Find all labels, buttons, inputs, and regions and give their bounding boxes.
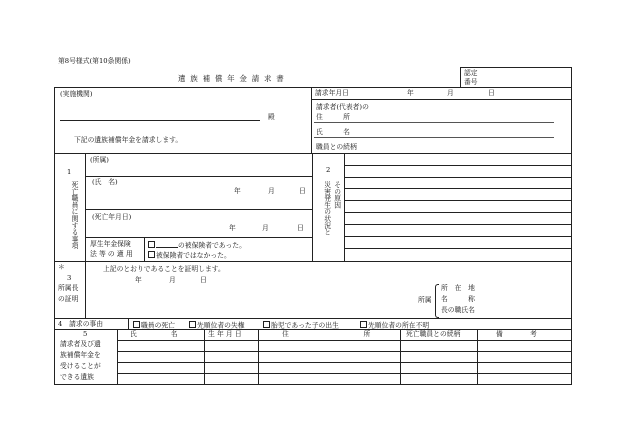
column-header-relation: 死亡職員との続柄 bbox=[406, 330, 461, 338]
nintei-label: 認定 bbox=[464, 69, 478, 77]
certify-org-name-label: 名 称 bbox=[441, 295, 475, 303]
claimant-address-field[interactable] bbox=[360, 110, 555, 122]
form-code: 第8号様式(第10条関係) bbox=[58, 57, 131, 65]
death-day-label: 日 bbox=[297, 224, 304, 232]
insurance-label-1: 厚生年金保険 bbox=[90, 240, 131, 248]
insurance-option-not-insured[interactable] bbox=[148, 251, 231, 259]
table-row[interactable] bbox=[118, 374, 570, 383]
affiliation-label: (所属) bbox=[90, 156, 109, 164]
dono-label: 殿 bbox=[268, 113, 275, 121]
death-year-label: 年 bbox=[229, 224, 236, 232]
column-header-birthdate: 生 年 月 日 bbox=[208, 330, 242, 338]
section3-label-2: の証明 bbox=[58, 295, 79, 303]
claimant-label: 請求者(代表者)の bbox=[316, 103, 369, 111]
certify-affil-label: 所属 bbox=[418, 296, 432, 304]
section1-number: 1 bbox=[67, 168, 72, 176]
nintei-number-label: 番号 bbox=[464, 78, 478, 86]
checkbox-icon[interactable] bbox=[148, 241, 155, 248]
birth-month-label: 月 bbox=[268, 187, 275, 195]
section3-label-1: 所属長 bbox=[58, 284, 79, 292]
section5-label-line-1: 請求者及び遺 bbox=[60, 340, 101, 348]
section2-label-col-2: 災害発生の状況と bbox=[322, 181, 331, 236]
insurance-option-insured[interactable] bbox=[148, 241, 246, 249]
section5-label-line-4: できる遺族 bbox=[60, 373, 94, 381]
certify-year-label: 年 bbox=[135, 276, 142, 284]
brace-icon bbox=[435, 284, 439, 318]
agency-name-field[interactable] bbox=[60, 108, 260, 120]
insurance-option-insured-label: の被保険者であった。 bbox=[178, 241, 246, 250]
insurance-label-2: 法 等 の 適 用 bbox=[90, 250, 133, 258]
certify-text: 上記のとおりであることを証明します。 bbox=[103, 265, 225, 273]
section5-label-line-3: 受けることが bbox=[60, 362, 101, 370]
request-date-day: 日 bbox=[488, 89, 495, 97]
reason-option-prior-missing-label: 先順位者の所在不明 bbox=[368, 321, 430, 330]
birth-day-label: 日 bbox=[299, 187, 306, 195]
checkbox-icon[interactable] bbox=[189, 321, 196, 328]
table-row[interactable] bbox=[118, 341, 570, 351]
certify-day-label: 日 bbox=[200, 276, 207, 284]
form-title: 遺 族 補 償 年 金 請 求 書 bbox=[178, 74, 285, 83]
section5-label-line-2: 族補償年金を bbox=[60, 351, 101, 359]
reason-option-death-label: 職員の死亡 bbox=[141, 321, 175, 330]
insurance-option-not-insured-label: 被保険者ではなかった。 bbox=[156, 251, 231, 260]
section2-number: 2 bbox=[326, 166, 331, 174]
nintei-number-field[interactable] bbox=[492, 68, 570, 86]
death-date-field[interactable] bbox=[120, 212, 310, 236]
deceased-name-field[interactable] bbox=[120, 178, 310, 208]
certify-location-label: 所 在 地 bbox=[441, 284, 475, 292]
reason-option-fetus-birth-label: 胎児であった子の出生 bbox=[271, 321, 339, 330]
deceased-name-label: (氏 名) bbox=[92, 178, 118, 186]
deceased-affiliation-field[interactable] bbox=[120, 155, 310, 175]
section3-star: ＊ bbox=[58, 263, 65, 271]
request-date-month: 月 bbox=[447, 89, 454, 97]
relation-label: 職員との続柄 bbox=[316, 143, 357, 151]
birth-year-label: 年 bbox=[234, 187, 241, 195]
checkbox-icon[interactable] bbox=[148, 251, 155, 258]
table-row[interactable] bbox=[118, 352, 570, 362]
claimant-name-field[interactable] bbox=[360, 125, 555, 137]
request-date-field[interactable] bbox=[360, 88, 570, 98]
certify-month-label: 月 bbox=[169, 276, 176, 284]
checkbox-icon[interactable] bbox=[133, 321, 140, 328]
section4-label: 4 請求の事由 bbox=[58, 320, 104, 328]
name-label: 氏 名 bbox=[316, 128, 350, 136]
request-text: 下記の遺族補償年金を請求します。 bbox=[74, 136, 183, 144]
agency-label: (実施機関) bbox=[60, 90, 93, 98]
table-row[interactable] bbox=[118, 363, 570, 373]
request-date-label: 請求年月日 bbox=[315, 89, 349, 97]
section3-number: 3 bbox=[67, 274, 72, 282]
checkbox-icon[interactable] bbox=[263, 321, 270, 328]
claimant-relation-field[interactable] bbox=[366, 141, 561, 152]
reason-option-prior-loss-label: 先順位者の失権 bbox=[197, 321, 245, 330]
death-date-label: (死亡年月日) bbox=[92, 213, 132, 221]
accident-circumstances-field[interactable] bbox=[345, 154, 570, 260]
checkbox-icon[interactable] bbox=[360, 321, 367, 328]
section2-label-col-1: その原因 bbox=[332, 181, 341, 209]
address-label: 住 所 bbox=[316, 113, 350, 121]
request-date-year: 年 bbox=[407, 89, 414, 97]
column-header-address: 住 所 bbox=[282, 330, 371, 338]
column-header-name: 氏 名 bbox=[130, 330, 178, 338]
certify-head-label: 長の職氏名 bbox=[441, 306, 475, 314]
certify-signature-field[interactable] bbox=[480, 282, 568, 316]
section1-label: 死亡職員に関する事項 bbox=[70, 181, 78, 249]
section5-number: 5 bbox=[83, 330, 88, 338]
death-month-label: 月 bbox=[262, 224, 269, 232]
column-header-remarks: 備 考 bbox=[496, 330, 537, 338]
